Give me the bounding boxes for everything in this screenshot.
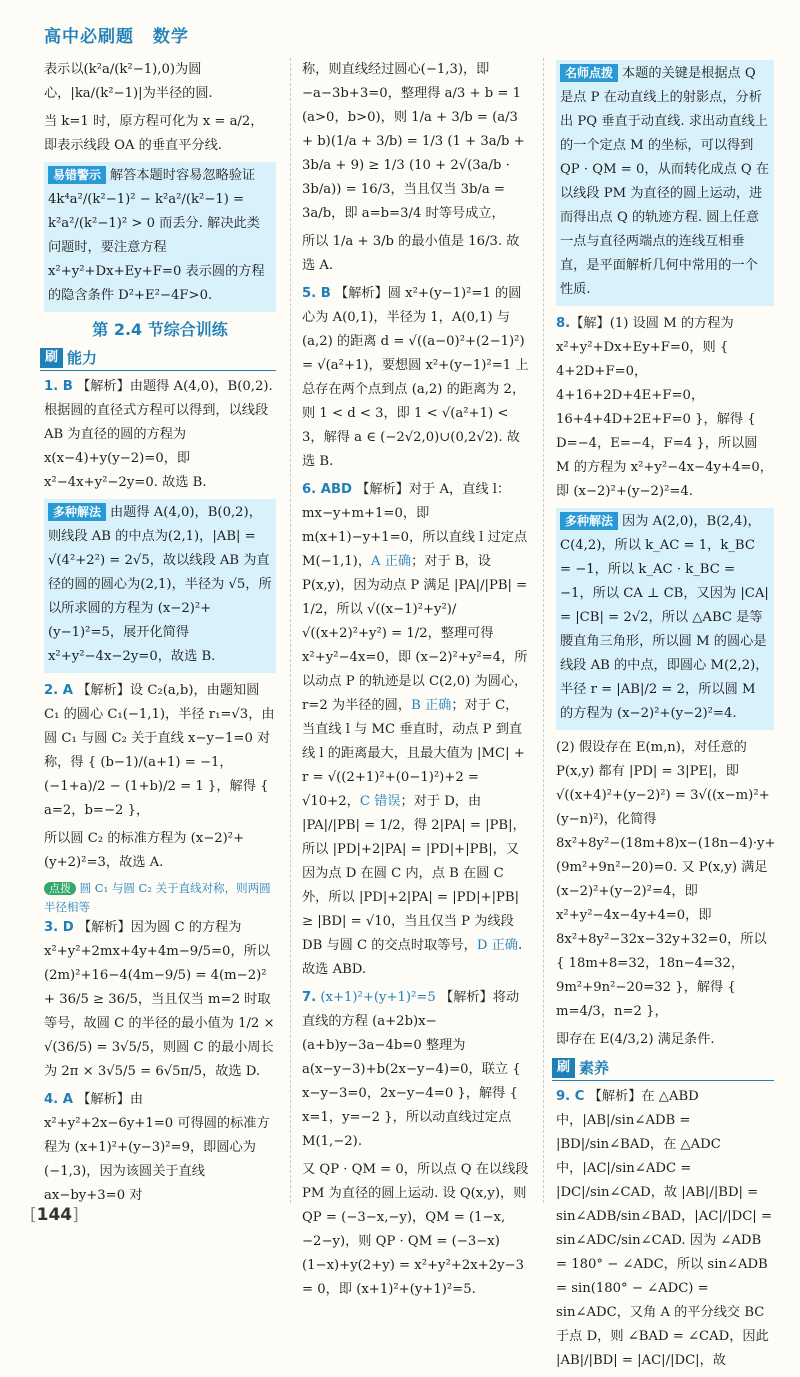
multi-method-box <box>44 499 276 673</box>
paragraph: 又 QP · QM = 0，所以点 Q 在以线段 PM 为直径的圆上运动. 设 Q(x,y)，则 QP = (−3−x,−y)，QM = (1−x,−2−y)，则 QP · QM = (−3−x)(1−x)+y(2+y) = x²+y²+2x+2y−3 = 0，即 (x+1)²+(y+1)²=5. <box>302 1162 529 1297</box>
judgement-d: D 正确 <box>476 938 518 953</box>
question-1 <box>44 375 276 495</box>
judgement-b: B 正确 <box>411 698 452 713</box>
question-number: 6. ABD <box>302 482 352 497</box>
question-text: 【解析】由 x²+y²+2x−6y+1=0 可得圆的标准方程为 (x+1)²+(y−3)²=9，即圆心为(−1,3)，因为该圆关于直线 ax−by+3=0 对 <box>44 1092 270 1203</box>
judgement-a: A 正确 <box>371 554 412 569</box>
subsection-label: 能力 <box>67 349 98 367</box>
question-3 <box>44 916 276 1084</box>
mistake-warning-box <box>44 162 276 312</box>
hint-note <box>44 879 276 916</box>
subsection-header <box>40 346 276 371</box>
paragraph: 表示以(k²a/(k²−1),0)为圆心，|ka/(k²−1)|为半径的圆. <box>44 62 213 101</box>
question-5 <box>302 282 530 474</box>
question-7 <box>302 986 530 1154</box>
question-text: 【解析】将动直线的方程 (a+2b)x−(a+b)y−3a−4b=0 整理为 a(x−y−3)+b(2x−y−4)=0，联立 { x−y−3=0，2x−y−4=0 }，解得 { x=1，y=−2 }，所以动直线过定点 M(1,−2). <box>302 990 521 1149</box>
paragraph: (2) 假设存在 E(m,n)，对任意的 P(x,y) 都有 |PD| = 3|PE|，即 √((x+4)²+(y−2)²) = 3√((x−m)²+(y−n)²)，化简得 8x²+8y²−(18m+8)x−(18n−4)·y+(9m²+9n²−20)=0. 又 P(x,y) 满足 (x−2)²+(y−2)²=4，即 x²+y²−4x−4y+4=0，即 8x²+8y²−32x−32y+32=0，所以 { 18m+8=32，18n−4=32，9m²+9n²−20=32 }，解得 { m=4/3，n=2 }， <box>556 740 776 1019</box>
mistake-text: 解答本题时容易忽略验证 4k⁴a²/(k²−1)² − k²a²/(k²−1) = k²a²/(k²−1)² > 0 而丢分. 解决此类问题时，要注意方程 x²+y²+Dx+Ey+F=0 表示圆的方程的隐含条件 D²+E²−4F>0. <box>48 168 265 303</box>
column-middle <box>302 58 530 1306</box>
subsection-badge: 刷 <box>552 1058 575 1078</box>
question-text: 【解析】圆 x²+(y−1)²=1 的圆心为 A(0,1)，半径为 1，A(0,1) 与 (a,2) 的距离 d = √((a−0)²+(2−1)²) = √(a²+1)，要想圆 x²+(y−1)²=1 上总存在两个点到点 (a,2) 的距离为 2，则 1 < d < 3，即 1 < √(a²+1) < 3，解得 a ∈ (−2√2,0)∪(0,2√2). 故选 B. <box>302 286 529 469</box>
book-title: 高中必刷题 <box>44 27 134 47</box>
question-number: 8. <box>556 316 571 331</box>
column-left <box>44 58 276 1212</box>
answer: (x+1)²+(y+1)²=5 <box>320 990 436 1005</box>
question-text: 【解析】对于 A，直线 l：mx−y+m+1=0，即 m(x+1)−y+1=0，所以直线 l 过定点 M(−1,1)， <box>302 482 528 569</box>
question-number: 3. D <box>44 920 74 935</box>
question-text: . 故选 ABD. <box>302 938 523 977</box>
section-title: 第 2.4 节综合训练 <box>92 320 228 339</box>
column-divider <box>290 58 291 1203</box>
question-number: 7. <box>302 990 317 1005</box>
question-number: 1. B <box>44 379 73 394</box>
method-tag: 多种解法 <box>48 503 106 521</box>
subsection-label: 素养 <box>579 1059 610 1077</box>
judgement-c: C 错误 <box>359 794 401 809</box>
question-text: 【解析】由题得 A(4,0)，B(0,2). 根据圆的直径式方程可以得到，以线段 AB 为直径的圆的方程为 x(x−4)+y(y−2)=0，即 x²−4x+y²−2y=0. 故选 B. <box>44 379 273 490</box>
paragraph: 即存在 E(4/3,2) 满足条件. <box>556 1032 715 1047</box>
tip-tag: 名师点拨 <box>560 64 618 82</box>
question-number: 4. A <box>44 1092 73 1107</box>
subsection-badge: 刷 <box>40 348 63 368</box>
tip-text: 本题的关键是根据点 Q 是点 P 在动直线上的射影点，分析出 PQ 垂直于动直线. 求出动直线上的一个定点 M 的坐标，可以得到 QP · QM = 0，从而转化成点 Q 在以线段 PM 为直径的圆上运动，进而得出点 Q 的轨迹方程. 圆上任意一点与直径两端点的连线互相垂直，是平面解析几何中常用的一个性质. <box>560 66 770 297</box>
question-text: 【解析】在 △ABD 中，|AB|/sin∠ADB = |BD|/sin∠BAD，在 △ADC 中，|AC|/sin∠ADC = |DC|/sin∠CAD，故 |AB|/|BD| = sin∠ADB/sin∠BAD，|AC|/|DC| = sin∠ADC/sin∠CAD. 因为 ∠ADB = 180° − ∠ADC，所以 sin∠ADB = sin(180° − ∠ADC) = sin∠ADC，又角 A 的平分线交 BC 于点 D，则 ∠BAD = ∠CAD，因此 |AB|/|BD| = |AC|/|DC|，故 <box>556 1089 772 1368</box>
hint-text: 圆 C₁ 与圆 C₂ 关于直线对称，则两圆半径相等 <box>44 881 271 914</box>
question-8 <box>556 312 774 504</box>
question-2 <box>44 679 276 823</box>
question-text: ；对于 B，设 P(x,y)，因为动点 P 满足 |PA|/|PB| = 1/2，所以 √((x−1)²+y²)/√((x+2)²+y²) = 1/2，整理可得 x²+y²−4x=0，即 (x−2)²+y²=4，所以动点 P 的轨迹是以 C(2,0) 为圆心，r=2 为半径的圆， <box>302 554 528 713</box>
column-right <box>556 58 774 1377</box>
question-text: ；对于 C，当直线 l 与 MC 垂直时，动点 P 到直线 l 的距离最大，且最大值为 |MC| + r = √((2+1)²+(0−1)²)+2 = √10+2， <box>302 698 525 809</box>
question-text: 【解析】设 C₂(a,b)，由题知圆 C₁ 的圆心 C₁(−1,1)，半径 r₁=√3，由圆 C₁ 与圆 C₂ 关于直线 x−y−1=0 对称，得 { (b−1)/(a+1) = −1，(−1+a)/2 − (1+b)/2 = 1 }，解得 { a=2，b=−2 }， <box>44 683 275 818</box>
question-text: 【解析】因为圆 C 的方程为 x²+y²+2mx+4y+4m−9/5=0，所以 (2m)²+16−4(4m−9/5) = 4(m−2)² + 36/5 ≥ 36/5，当且仅当 m=2 时取等号，故圆 C 的半径的最小值为 1/2 × √(36/5) = 3√5/5，则圆 C 的最小周长为 2π × 3√5/5 = 6√5π/5，故选 D. <box>44 920 275 1079</box>
question-9 <box>556 1085 774 1373</box>
question-4 <box>44 1088 276 1208</box>
question-text: 【解】(1) 设圆 M 的方程为 x²+y²+Dx+Ey+F=0，则 { 4+2D+F=0，4+16+2D+4E+F=0，16+4+4D+2E+F=0 }，解得 { D=−4，E=−4，F=4 }，所以圆 M 的方程为 x²+y²−4x−4y+4=0，即 (x−2)²+(y−2)²=4. <box>556 316 773 499</box>
paragraph: 所以圆 C₂ 的标准方程为 (x−2)²+(y+2)²=3，故选 A. <box>44 831 245 870</box>
subject-title: 数学 <box>152 27 189 47</box>
paragraph: 所以 1/a + 3/b 的最小值是 16/3. 故选 A. <box>302 234 520 273</box>
method-tag: 多种解法 <box>560 512 618 530</box>
question-text: ；对于 D，由 |PA|/|PB| = 1/2，得 2|PA| = |PB|，所以 |PD|+2|PA| = |PD|+|PB|，又因为点 D 在圆 C 内，点 B 在圆 C 外，所以 |PD|+2|PA| = |PD|+|PB| ≥ |BD| = √10，当且仅当 P 为线段 DB 与圆 C 的交点时取等号， <box>302 794 526 953</box>
question-number: 9. C <box>556 1089 585 1104</box>
mistake-tag: 易错警示 <box>48 166 106 184</box>
page-number-value: 144 <box>36 1205 73 1225</box>
hint-pill: 点拨 <box>44 882 76 895</box>
method-text: 由题得 A(4,0)，B(0,2)，则线段 AB 的中点为(2,1)，|AB| = √(4²+2²) = 2√5，故以线段 AB 为直径的圆的圆心为(2,1)，半径为 √5，所以所求圆的方程为 (x−2)²+(y−1)²=5，展开化简得 x²+y²−4x−2y=0，故选 B. <box>48 505 272 664</box>
question-6 <box>302 478 530 982</box>
teacher-tip-box <box>556 60 774 306</box>
page-number: [144] <box>30 1205 79 1225</box>
paragraph: 称，则直线经过圆心(−1,3)，即 −a−3b+3=0，整理得 a/3 + b = 1 (a>0，b>0)，则 1/a + 3/b = (a/3 + b)(1/a + 3/b) = 1/3 (1 + 3a/b + 3b/a + 9) ≥ 1/3 (10 + 2√(3a/b · 3b/a)) = 16/3，当且仅当 3b/a = 3a/b，即 a=b=3/4 时等号成立， <box>302 62 525 221</box>
page-header <box>44 22 201 47</box>
paragraph: 当 k=1 时，原方程可化为 x = a/2，即表示线段 OA 的垂直平分线. <box>44 114 264 153</box>
method-text: 因为 A(2,0)，B(2,4)，C(4,2)，所以 k_AC = 1，k_BC = −1，所以 k_AC · k_BC = −1，所以 CA ⊥ CB，又因为 |CA| = |CB| = 2√2，所以 △ABC 是等腰直角三角形，所以圆 M 的圆心是线段 AB 的中点，即圆心 M(2,2)，半径 r = |AB|/2 = 2，所以圆 M 的方程为 (x−2)²+(y−2)²=4. <box>560 514 769 721</box>
column-divider <box>543 58 544 1203</box>
question-number: 2. A <box>44 683 73 698</box>
multi-method-box <box>556 508 774 730</box>
question-number: 5. B <box>302 286 331 301</box>
subsection-header <box>552 1056 774 1081</box>
